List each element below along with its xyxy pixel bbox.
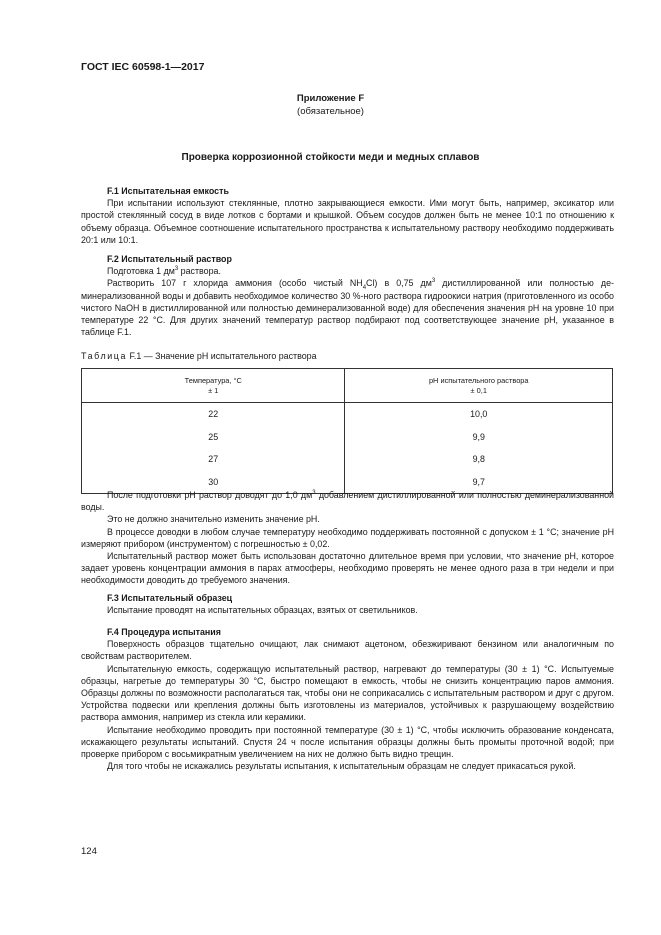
temperature-cell: 22 [82, 403, 345, 426]
section-f4 [81, 626, 614, 772]
paragraph: При испытании используют стеклянные, плотно закрывающиеся емкости. Ими могут быть, например, эксикатор или простой стеклянный сосуд в виде лотков с бортами и крышкой. Объем сосудов должен быть не менее 10:1 по отношению к объему образца. Объемное соотношение испытательного пространства к испытательному раствору необходимо поддерживать 20:1 или 10:1. [81, 198, 614, 245]
table-row [82, 403, 613, 426]
section-heading: F.3 Испытательный образец [107, 593, 233, 603]
temperature-cell: 27 [82, 448, 345, 471]
section-heading: F.4 Процедура испытания [107, 627, 221, 637]
section-f3 [81, 592, 614, 616]
paragraph: Испытательный раствор может быть использован достаточно длительное время при условии, что значение pH, которое задает уровень концентрации аммония в парах атмосферы, необходимо проверять не менее одного раза в три недели и при необходимости доводить до требуемого значения. [81, 551, 614, 586]
paragraph: После подготовки pH раствор доводят до 1,0 $дм^3$ добавлением дистиллированной или полностью деминерализованной воды. [81, 490, 614, 513]
paragraph: Испытание проводят на испытательных образцах, взятых от светильников. [107, 605, 418, 616]
table-caption: Таблица F.1 — Значение pH испытательного раствора [81, 351, 317, 361]
section-f2-continued [81, 489, 614, 587]
page-number: 124 [81, 846, 97, 857]
column-header-ph: pH испытательного раствора ± 0,1 [345, 369, 613, 403]
paragraph: В процессе доводки в любом случае температуру необходимо поддерживать постоянной с допуском ± 1 °С; значение pH измеряют прибором (инструментом) с погрешностью ± 0,02. [81, 526, 614, 549]
table-header-row [82, 369, 613, 403]
table-row [82, 426, 613, 449]
ph-cell: 9,7 [345, 471, 613, 494]
section-heading: F.2 Испытательный раствор [107, 254, 232, 264]
paragraph: Испытание необходимо проводить при постоянной температуре (30 ± 1) °С, чтобы исключить образование конденсата, искажающего результаты испытаний. Спустя 24 ч после испытания образцы должны быть промыты проточной водой; при проверке прибором с восьмикратным увеличением на них не должно быть видно трещин. [81, 724, 614, 760]
table-row [82, 448, 613, 471]
ph-cell: 9,8 [345, 448, 613, 471]
section-f2 [81, 253, 614, 338]
ph-table [81, 368, 613, 494]
paragraph: Растворить 107 г хлорида аммония (особо чистый $NH_4Cl$) в 0,75 $дм^3$ дистиллированной или полностью деминерализованной воды и добавить необходимое количество 30 %-ного раствора гидроокиси натрия (приготовленного из особо чистого NaOH в дистиллированной или полностью деминерализованной воде) для обеспечения значения pH на уровне 10 при температуре 22 °С. Для других значений температур раствор подбирают под соответствующее значение pH, указанное в таблице F.1. [81, 278, 614, 338]
temperature-cell: 25 [82, 426, 345, 449]
appendix-label: Приложение F [296, 93, 365, 104]
ph-cell: 9,9 [345, 426, 613, 449]
paragraph: Поверхность образцов тщательно очищают, лак снимают ацетоном, обезжиривают бензином или аналогичным по свойствам растворителем. [81, 639, 614, 662]
document-title: Проверка коррозионной стойкости меди и медных сплавов [181, 152, 480, 163]
appendix-status: (обязательное) [297, 106, 364, 117]
paragraph: Это не должно значительно изменить значение pH. [107, 514, 320, 525]
paragraph: Для того чтобы не искажались результаты испытания, к испытательным образцам не следует прикасаться рукой. [107, 761, 576, 772]
column-header-temperature: Температура, °С ± 1 [82, 369, 345, 403]
section-heading: F.1 Испытательная емкость [107, 186, 229, 196]
paragraph: Подготовка 1 $дм^3$ раствора. [107, 266, 221, 277]
ph-cell: 10,0 [345, 403, 613, 426]
section-f1 [81, 185, 614, 246]
temperature-cell: 30 [82, 471, 345, 494]
paragraph: Испытательную емкость, содержащую испытательный раствор, нагревают до температуры (30 ± 1) °С. Испытуемые образцы, нагретые до температуры 30 °С, быстро помещают в емкость, чтобы не снизить концентрацию паров аммония. Образцы должны по возможности располагаться так, чтобы они не соприкасались с испытательным раствором и друг с другом. Устройства подвески или крепления должны быть изготовлены из материалов, устойчивых к разрушающему воздействию раствора аммония, например из стекла или керамики. [81, 663, 614, 723]
standard-designation: ГОСТ IEC 60598-1—2017 [81, 61, 205, 73]
